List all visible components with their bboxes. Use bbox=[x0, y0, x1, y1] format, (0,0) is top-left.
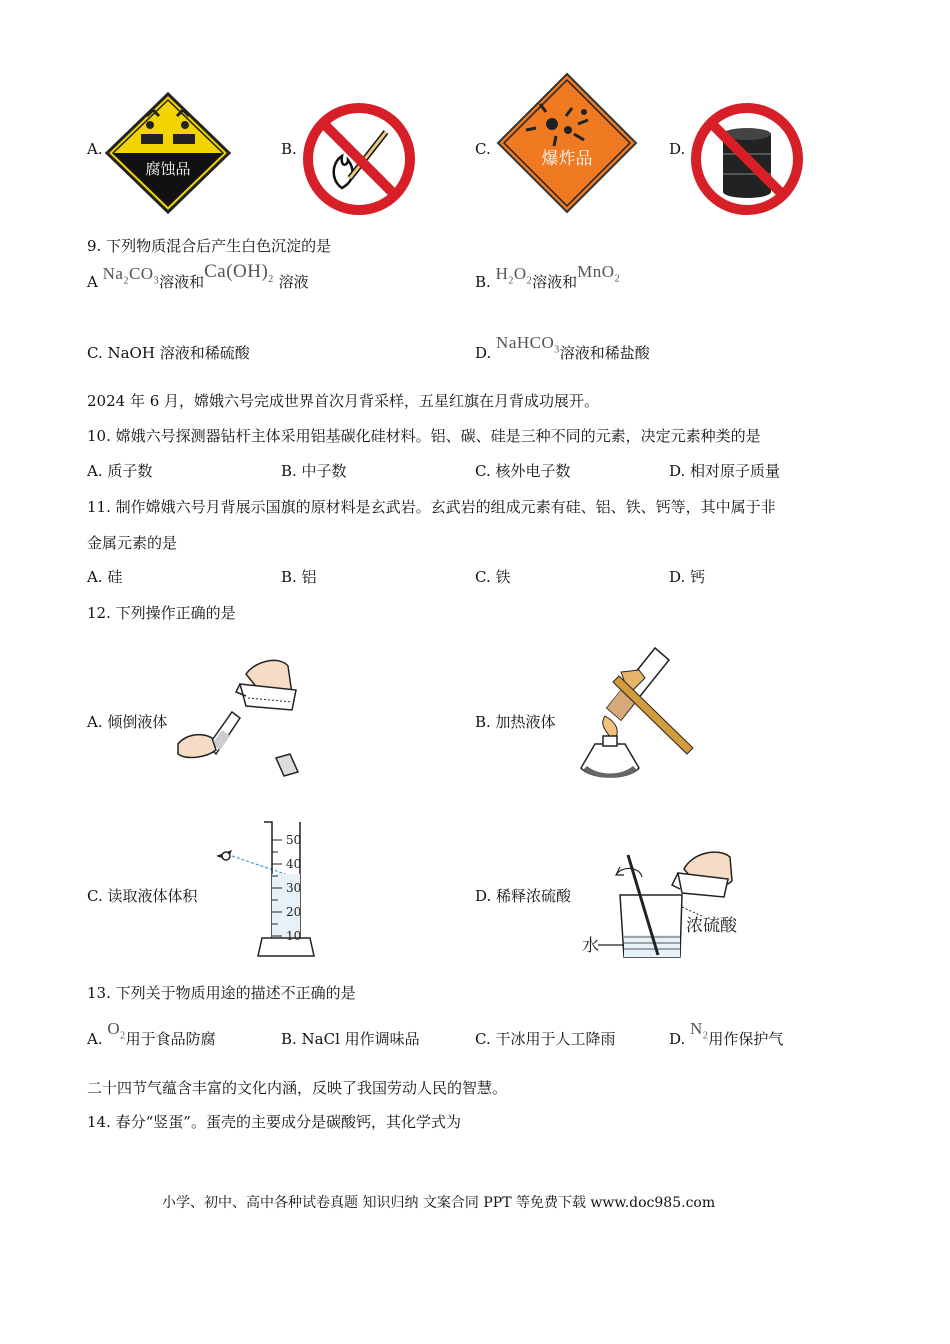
q13-a-formula bbox=[107, 1019, 126, 1042]
dilute-acid-illustration-icon bbox=[580, 845, 750, 965]
q9-a-f1b-sub: 3 bbox=[153, 275, 160, 287]
q12-option-a: A. 倾倒液体 bbox=[87, 713, 168, 731]
pouring-liquid-illustration-icon bbox=[176, 654, 316, 784]
q10-option-d: D. 相对原子质量 bbox=[669, 462, 781, 480]
option-a-letter: A. bbox=[87, 140, 103, 158]
heating-liquid-illustration-icon bbox=[549, 638, 699, 782]
q12-option-d: D. 稀释浓硫酸 bbox=[475, 887, 572, 905]
measuring-cylinder-illustration-icon bbox=[208, 820, 318, 964]
q11-option-b: B. 铝 bbox=[281, 568, 317, 586]
q9-a-f2: Ca(OH) bbox=[204, 261, 269, 282]
q9-d-formula bbox=[496, 333, 560, 356]
q13-d-text: 用作保护气 bbox=[708, 1030, 784, 1048]
cylinder-tick-30: 30 bbox=[286, 881, 302, 895]
q9-d-f-sub: 3 bbox=[554, 344, 560, 356]
water-label: 水 bbox=[582, 936, 599, 956]
q9-option-b bbox=[475, 262, 621, 299]
question-9-stem: 9. 下列物质混合后产生白色沉淀的是 bbox=[87, 237, 332, 255]
question-12-stem: 12. 下列操作正确的是 bbox=[87, 604, 236, 622]
cylinder-tick-50: 50 bbox=[286, 833, 302, 847]
acid-label: 浓硫酸 bbox=[686, 916, 737, 936]
q9-b-f2-sub: 2 bbox=[614, 273, 621, 285]
corrosive-sign-icon bbox=[105, 92, 231, 214]
q11-option-d: D. 钙 bbox=[669, 568, 706, 586]
q13-option-a bbox=[87, 1019, 216, 1056]
q9-option-a bbox=[87, 261, 309, 300]
q9-a-text1: 溶液和 bbox=[159, 273, 205, 291]
q9-a-f2-sub: 2 bbox=[268, 273, 274, 285]
q9-a-formula2 bbox=[204, 261, 274, 285]
option-c-letter: C. bbox=[475, 140, 491, 158]
q9-d-text: 溶液和稀盐酸 bbox=[559, 344, 650, 362]
q9-b-f1-sub: 2 bbox=[508, 275, 514, 287]
q13-d-f: N bbox=[690, 1019, 703, 1038]
q13-a-f-sub: 2 bbox=[120, 1030, 126, 1042]
q10-option-a: A. 质子数 bbox=[87, 462, 153, 480]
q13-a-letter: A. bbox=[87, 1030, 103, 1048]
no-barrel-sign-icon bbox=[690, 102, 804, 216]
q9-a-formula1 bbox=[102, 264, 160, 287]
q9-option-d bbox=[475, 333, 650, 370]
q13-d-formula bbox=[690, 1019, 709, 1042]
q12-option-b: B. 加热液体 bbox=[475, 713, 556, 731]
question-11-stem-line2: 金属元素的是 bbox=[87, 534, 178, 552]
q12-option-c: C. 读取液体体积 bbox=[87, 887, 198, 905]
question-10-stem: 10. 嫦娥六号探测器钻杆主体采用铝基碳化硅材料。铝、碳、硅是三种不同的元素，决定元素种类的是 bbox=[87, 427, 761, 445]
page-footer: 小学、初中、高中各种试卷真题 知识归纳 文案合同 PPT 等免费下载 www.doc985.com bbox=[162, 1195, 716, 1211]
q13-option-d bbox=[669, 1019, 784, 1056]
q11-option-c: C. 铁 bbox=[475, 568, 511, 586]
q9-b-formula2 bbox=[577, 262, 621, 285]
question-14-stem: 14. 春分“竖蛋”。蛋壳的主要成分是碳酸钙，其化学式为 bbox=[87, 1113, 461, 1131]
question-11-stem-line1: 11. 制作嫦娥六号月背展示国旗的原材料是玄武岩。玄武岩的组成元素有硅、铝、铁、钙等，其中属于非 bbox=[87, 498, 776, 516]
explosive-sign-icon bbox=[496, 72, 638, 214]
q9-a-text2: 溶液 bbox=[278, 273, 309, 291]
cylinder-tick-20: 20 bbox=[286, 905, 302, 919]
q10-option-b: B. 中子数 bbox=[281, 462, 347, 480]
q9-a-f1b: CO bbox=[128, 264, 154, 283]
cylinder-tick-40: 40 bbox=[286, 857, 302, 871]
explosive-label: 爆炸品 bbox=[541, 149, 593, 169]
q9-b-f2: MnO bbox=[577, 262, 615, 281]
intro-change6: 2024 年 6 月，嫦娥六号完成世界首次月背采样，五星红旗在月背成功展开。 bbox=[87, 392, 600, 410]
q13-option-c: C. 干冰用于人工降雨 bbox=[475, 1030, 616, 1048]
option-d-letter: D. bbox=[669, 140, 686, 158]
q9-d-letter: D. bbox=[475, 344, 492, 362]
q13-a-f: O bbox=[107, 1019, 121, 1038]
option-b-letter: B. bbox=[281, 140, 297, 158]
q9-a-f1: Na bbox=[102, 264, 124, 283]
q9-b-letter: B. bbox=[475, 273, 491, 291]
q10-option-c: C. 核外电子数 bbox=[475, 462, 571, 480]
q13-d-letter: D. bbox=[669, 1030, 686, 1048]
q13-a-text: 用于食品防腐 bbox=[125, 1030, 216, 1048]
cylinder-tick-10: 10 bbox=[286, 929, 302, 943]
question-13-stem: 13. 下列关于物质用途的描述不正确的是 bbox=[87, 984, 356, 1002]
q9-a-f1-sub: 2 bbox=[123, 275, 129, 287]
intro-solar-terms: 二十四节气蕴含丰富的文化内涵，反映了我国劳动人民的智慧。 bbox=[87, 1079, 508, 1097]
q11-option-a: A. 硅 bbox=[87, 568, 123, 586]
q9-b-text1: 溶液和 bbox=[532, 273, 578, 291]
q9-d-f: NaHCO bbox=[496, 333, 555, 352]
q9-b-f1b-sub: 2 bbox=[526, 275, 533, 287]
q9-a-letter: A bbox=[87, 273, 98, 291]
no-fire-sign-icon bbox=[302, 102, 416, 216]
q9-b-f1b: O bbox=[513, 264, 527, 283]
q13-option-b: B. NaCl 用作调味品 bbox=[281, 1030, 420, 1048]
q9-b-formula1 bbox=[495, 264, 533, 287]
q13-d-f-sub: 2 bbox=[702, 1030, 709, 1042]
q9-option-c: C. NaOH 溶液和稀硫酸 bbox=[87, 344, 250, 362]
q9-b-f1: H bbox=[495, 264, 509, 283]
corrosive-label: 腐蚀品 bbox=[145, 160, 191, 178]
